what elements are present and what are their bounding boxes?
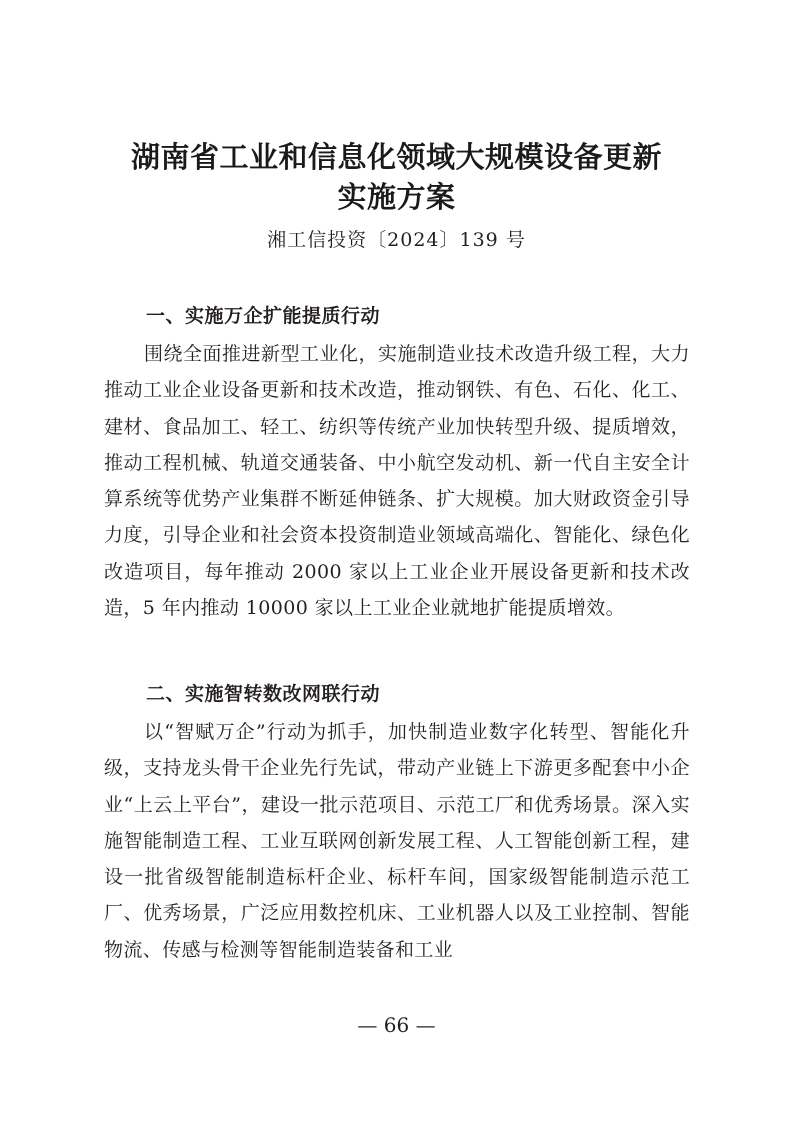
- document-title-line1: 湖南省工业和信息化领域大规模设备更新: [130, 140, 662, 174]
- page-number: — 66 —: [357, 1013, 436, 1037]
- section-heading: 一、实施万企扩能提质行动: [146, 305, 381, 327]
- document-title-line2: 实施方案: [337, 180, 456, 214]
- section-paragraph: 围绕全面推进新型工业化，实施制造业技术改造升级工程，大力推动工业企业设备更新和技术改造，推动钢铁、有色、石化、化工、建材、食品加工、轻工、纺织等传统产业加快转型升级、提质增效，推动工程机械、轨道交通装备、中小航空发动机、新一代自主安全计算系统等优势产业集群不断延伸链条、扩大规模。加大财政资金引导力度，引导企业和社会资本投资制造业领域高端化、智能化、绿色化改造项目，每年推动 2000 家以上工业企业开展设备更新和技术改造，5 年内推动 10000 家以上工业企业就地扩能提质增效。: [104, 343, 690, 620]
- document-number: 湘工信投资〔2024〕139 号: [267, 229, 526, 251]
- section-heading: 二、实施智转数改网联行动: [146, 683, 381, 705]
- section-paragraph: 以“智赋万企”行动为抓手，加快制造业数字化转型、智能化升级，支持龙头骨干企业先行先试，带动产业链上下游更多配套中小企业“上云上平台”，建设一批示范项目、示范工厂和优秀场景。深入实施智能制造工程、工业互联网创新发展工程、人工智能创新工程，建设一批省级智能制造标杆企业、标杆车间，国家级智能制造示范工厂、优秀场景，广泛应用数控机床、工业机器人以及工业控制、智能物流、传感与检测等智能制造装备和工业: [104, 721, 690, 961]
